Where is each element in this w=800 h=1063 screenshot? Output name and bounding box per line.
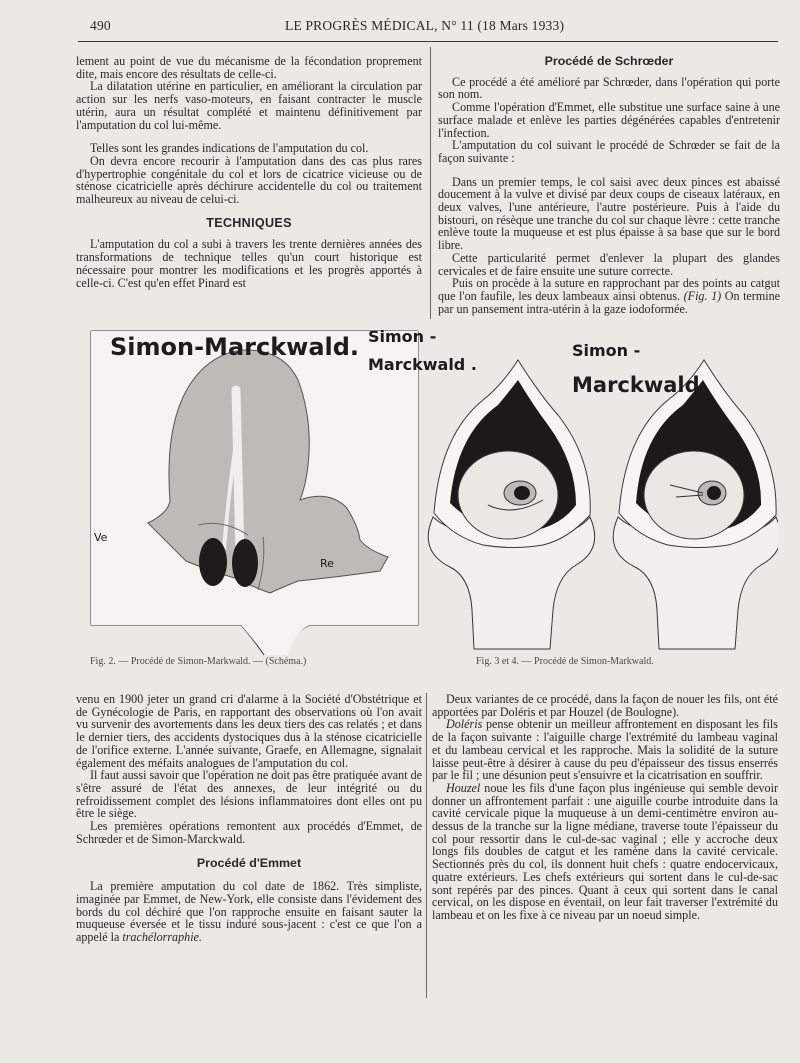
paragraph: Ce procédé a été amélioré par Schrœder, dans l'opération qui porte son nom. xyxy=(438,74,780,102)
page-number: 490 xyxy=(90,18,111,33)
running-title: LE PROGRÈS MÉDICAL, N° 11 (18 Mars 1933) xyxy=(285,18,565,33)
paragraph: Telles sont les grandes indications de l'amputation du col. xyxy=(90,141,369,156)
figure-reference: (Fig. 1) xyxy=(683,288,722,303)
paragraph: On devra encore recourir à l'amputation dans des cas plus rares d'hypertrophie congénitale du col et lors de cicatrice vicieuse ou de sténose cicatricielle après déchirure accidentelle du col ou traitement malheureux au niveau de celui-ci. xyxy=(76,153,422,207)
header-rule xyxy=(78,41,778,42)
text-run: Puis on procède à la suture en rapprochant par des points au catgut que l'on faufile, les deux lambeaux ainsi obtenus. xyxy=(438,276,780,303)
paragraph: Les premières opérations remontent aux procédés d'Emmet, de Schrœder et de Simon-Marckwald. xyxy=(76,819,422,846)
name-houzel: Houzel xyxy=(446,780,481,795)
running-head xyxy=(90,18,778,36)
paragraph: Dans un premier temps, le col saisi avec deux pinces est abaissé doucement à la vulve et divisé par deux coups de ciseaux latéraux, en deux valves, l'une antérieure, l'autre postérieure. Puis à l'aide du bistouri, on résèque une tranche du col sur chaque lèvre : cette tranche enlève toute la muqueuse et est plus épaisse à sa base que sur le bord libre. xyxy=(438,174,780,253)
paragraph: L'amputation du col a subi à travers les trente dernières années des transformations de technique telles qu'un court historique est nécessaire pour montrer les modifications et les progrès apportés à celle-ci. C'est qu'en effet Pinard est xyxy=(76,237,422,290)
paragraph: Cette particularité permet d'enlever la plupart des glandes cervicales et de faire ensuite une suture correcte. xyxy=(438,250,780,278)
column-divider xyxy=(426,693,427,998)
section-heading-emmet: Procédé d'Emmet xyxy=(196,856,302,871)
fig2-caption: Fig. 2. — Procédé de Simon-Markwald. — (Schéma.) xyxy=(90,656,307,667)
fig3-illustration xyxy=(428,360,594,649)
paragraph xyxy=(432,782,778,922)
text-run: La première amputation du col date de 1862. Très simpliste, imaginée par Emmet, de New-York, elle consiste dans l'évidement des bords du col déchiré que l'on rapproche ensuite en faisant sauter la muqueuse éversée et le tissu induré sous-jacent : c'est ce que l'on a appelé la xyxy=(76,879,422,944)
paragraph: La dilatation utérine en particulier, en améliorant la circulation par action sur les nerfs vaso-moteurs, en faisant contracter le muscle utérin, aura un résultat complété et maintenu définitivement par l'amputation du col lui-même. xyxy=(76,79,422,132)
fig3-handwritten-line2: Marckwald . xyxy=(368,355,477,374)
fig3-handwritten-line1: Simon - xyxy=(368,327,437,346)
term-trachelorraphie: trachélorraphie. xyxy=(122,929,202,944)
fig2-schematic xyxy=(91,331,418,655)
text-run: pense obtenir un meilleur affrontement en disposant les fils de la façon suivante : l'aiguille charge l'extrémité du lambeau vaginal et du lambeau cervical et les rapproche. Mais la solidité de la suture laisse peut-être à désirer à cause du peu d'épaisseur des tissus enserrés par le fil ; une désunion peut s'ensuivre et la cicatrisation en souffrir. xyxy=(432,717,778,783)
fig2-label-ve: Ve xyxy=(94,531,108,544)
column-top-left xyxy=(76,55,422,289)
fig4-handwritten-line1: Simon - xyxy=(572,341,641,360)
section-heading-techniques: TECHNIQUES xyxy=(206,215,292,230)
paragraph: L'amputation du col suivant le procédé de Schrœder se fait de la façon suivante : xyxy=(438,138,780,165)
fig4-handwritten-line2: Marckwald. xyxy=(572,373,708,397)
paragraph: lement au point de vue du mécanisme de la fécondation proprement dite, mais encore des résultats de celle-ci. xyxy=(76,54,422,81)
column-top-right xyxy=(438,55,780,315)
column-divider xyxy=(430,47,431,319)
paragraph: Deux variantes de ce procédé, dans la façon de nouer les fils, ont été apportées par Doléris et par Houzel (de Boulogne). xyxy=(432,692,778,719)
fig2-handwritten-title: Simon-Marckwald. xyxy=(110,333,360,361)
fig34-caption: Fig. 3 et 4. — Procédé de Simon-Markwald. xyxy=(476,656,654,667)
figure-area xyxy=(88,325,778,667)
paragraph: Comme l'opération d'Emmet, elle substitue une surface saine à une surface malade et enlève les parties dégénérées capables d'entretenir l'infection. xyxy=(438,100,780,140)
text-run: On termine par un pansement intra-utérin à la gaze iodoformée. xyxy=(438,288,781,316)
paragraph xyxy=(76,880,422,944)
paragraph xyxy=(438,277,780,315)
name-doleris: Doléris xyxy=(446,717,483,732)
paragraph: venu en 1900 jeter un grand cri d'alarme à la Société d'Obstétrique et de Gynécologie de Paris, en rapportant des observations où l'on avait vu survenir des avortements dans les deux tiers des cas relatés ; et dans le dernier tiers, des accidents dystociques dus à la sténose cicatricielle de l'orifice externe. L'année suivante, Graefe, en Allemagne, signalait également des méfaits analogues de l'amputation du col. xyxy=(76,692,422,770)
column-bottom-right xyxy=(432,693,778,922)
fig2-label-re: Re xyxy=(320,557,334,570)
column-bottom-left xyxy=(76,693,422,944)
section-heading-schroeder: Procédé de Schrœder xyxy=(544,54,674,68)
paragraph: Il faut aussi savoir que l'opération ne doit pas être pratiquée avant de s'être assuré de l'état des annexes, de leur intégrité ou du refroidissement complet des lésions inflammatoires dont elles ont pu être le siège. xyxy=(76,768,422,821)
text-run: noue les fils d'une façon plus ingénieuse qui semble devoir donner un affrontement parfait : une aiguille courbe introduite dans la cavité cervicale pique la muqueuse à un demi-centimètre environ au-dessus de la tranche sur la ligne médiane, traverse toute l'épaisseur du col pour ressortir dans le cul-de-sac vaginal ; elle y accroche deux longs fils doubles de catgut et les ramène dans la cavité cervicale. Sectionnés près du col, ils donnent huit chefs : quatre endocervicaux, quatre extérieurs. Les chefs extérieurs qui sortent dans le cul-de-sac sont repérés par des pinces. Quant à ceux qui sortent dans le canal cervical, on les dispose en éventail, on leur fait traverser l'extrémité du lambeau et on les fixe à ce niveau par un noeud simple. xyxy=(432,780,778,922)
paragraph xyxy=(432,718,778,782)
fig4-illustration xyxy=(613,360,778,649)
